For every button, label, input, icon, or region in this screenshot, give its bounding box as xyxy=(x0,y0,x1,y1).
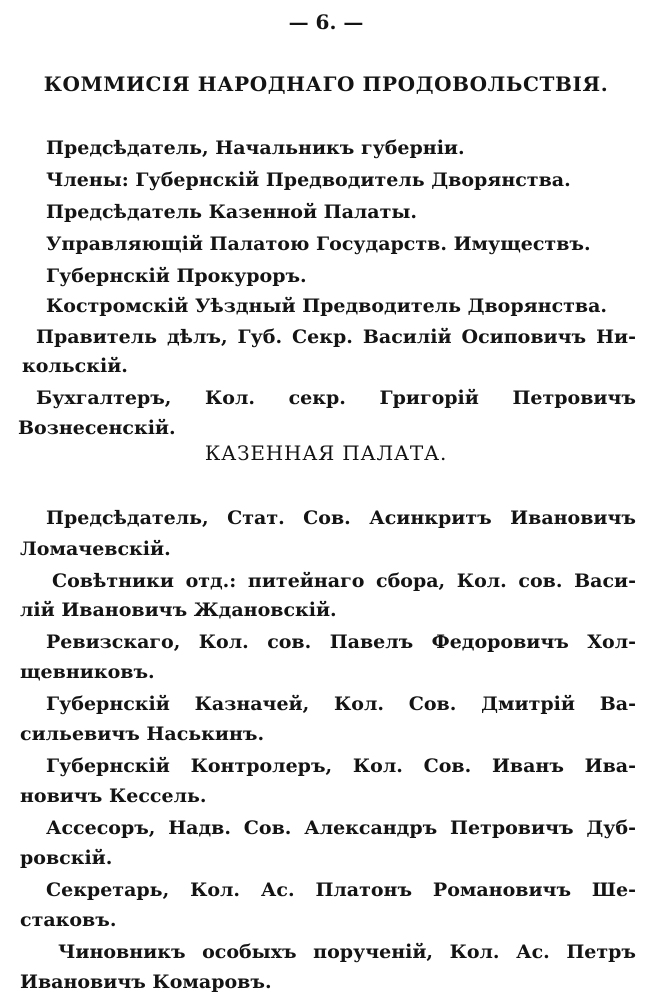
text-line: стаковъ. xyxy=(20,909,117,931)
text-line: новичъ Кессель. xyxy=(20,785,207,807)
text-line: Вознесенскій. xyxy=(18,417,176,439)
text-line: Губернскій Прокуроръ. xyxy=(46,265,307,287)
text-line: Предсѣдатель, Начальникъ губерніи. xyxy=(46,137,465,159)
text-line: Костромскій Уѣздный Предводитель Дворянства. xyxy=(46,295,608,317)
text-line: Ломачевскій. xyxy=(20,538,171,560)
text-line: кольскій. xyxy=(22,355,128,377)
text-line: щевниковъ. xyxy=(20,661,155,683)
section-title-commission: КОММИСІЯ НАРОДНАГО ПРОДОВОЛЬСТВІЯ. xyxy=(43,72,609,96)
text-line: ровскій. xyxy=(20,847,113,869)
text-line: Правитель дѣлъ, Губ. Секр. Василій Осиповичъ Ни- xyxy=(36,326,636,348)
text-line: Ивановичъ Комаровъ. xyxy=(20,971,272,993)
text-line: лій Ивановичъ Ждановскій. xyxy=(20,599,337,621)
text-line: Ассесоръ, Надв. Сов. Александръ Петровичъ Дуб- xyxy=(46,817,636,839)
text-line: Члены: Губернскій Предводитель Дворянства. xyxy=(46,169,571,191)
text-line: Предсѣдатель Казенной Палаты. xyxy=(46,201,418,223)
section-title-treasury: КАЗЕННАЯ ПАЛАТА. xyxy=(204,441,448,465)
text-line: Совѣтники отд.: питейнаго сбора, Кол. сов. Васи- xyxy=(52,570,636,592)
text-line: Предсѣдатель, Стат. Сов. Асинкритъ Ивановичъ xyxy=(46,507,636,529)
text-line: сильевичъ Наськинъ. xyxy=(20,723,265,745)
text-line: Губернскій Контролеръ, Кол. Сов. Иванъ Ива- xyxy=(46,755,636,777)
text-line: Управляющій Палатою Государств. Имуществъ. xyxy=(46,233,591,255)
page-number: — 6. — xyxy=(288,10,364,34)
text-line: Ревизскаго, Кол. сов. Павелъ Федоровичъ Хол- xyxy=(46,631,636,653)
text-line: Секретарь, Кол. Ас. Платонъ Романовичъ Ше- xyxy=(46,879,636,901)
text-line: Чиновникъ особыхъ порученій, Кол. Ас. Петръ xyxy=(58,941,636,963)
text-line: Губернскій Казначей, Кол. Сов. Дмитрій Ва- xyxy=(46,693,636,715)
text-line: Бухгалтеръ, Кол. секр. Григорій Петровичъ xyxy=(36,387,636,409)
